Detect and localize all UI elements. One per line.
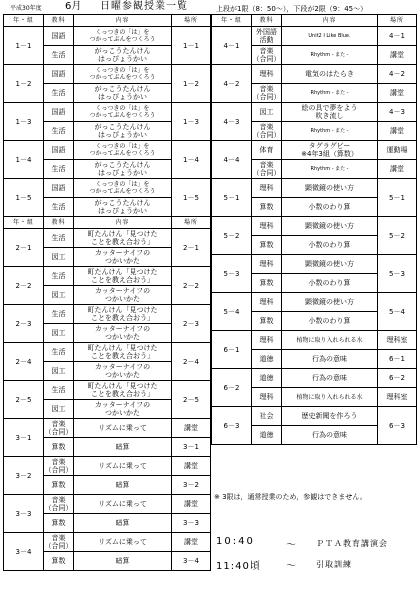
subject-cell: 理科 bbox=[252, 388, 282, 407]
subject-cell: 生活 bbox=[44, 267, 74, 286]
content-cell: Unit2 I Like Blue. bbox=[282, 27, 378, 46]
content-cell: カッターナイフの つかいかた bbox=[74, 286, 172, 305]
place-cell: 2－5 bbox=[172, 381, 211, 419]
subject-cell: 生活 bbox=[44, 305, 74, 324]
schedule-row bbox=[4, 381, 211, 400]
place-cell: 講堂 bbox=[172, 533, 211, 552]
schedule-row bbox=[212, 27, 417, 46]
subject-cell: 図工 bbox=[44, 400, 74, 419]
class-cell: 2－5 bbox=[4, 381, 44, 419]
subject-cell: 理科 bbox=[252, 217, 282, 236]
class-cell: 3－2 bbox=[4, 457, 44, 495]
subject-cell: 算数 bbox=[44, 476, 74, 495]
class-cell: 4－4 bbox=[212, 141, 252, 179]
subject-cell: 国語 bbox=[44, 179, 74, 198]
subject-cell: 理科 bbox=[252, 331, 282, 350]
pickup-drill-tilde: ～ bbox=[286, 561, 296, 572]
class-cell: 2－4 bbox=[4, 343, 44, 381]
content-cell: Rhythm - また - bbox=[282, 122, 378, 141]
content-cell: 植物に取り入れられる水 bbox=[282, 331, 378, 350]
content-cell: 小数のわり算 bbox=[282, 198, 378, 217]
place-cell: 5－1 bbox=[378, 179, 417, 217]
content-cell: くっつきの「は」を つかってぶんをつくろう bbox=[74, 179, 172, 198]
place-cell: 3－4 bbox=[172, 552, 211, 571]
subject-cell: 図工 bbox=[44, 286, 74, 305]
class-cell: 4－1 bbox=[212, 27, 252, 65]
place-cell: 5－4 bbox=[378, 293, 417, 331]
place-cell: 1－5 bbox=[172, 179, 211, 217]
place-cell: 講堂 bbox=[378, 46, 417, 65]
period-note: 上段が1限（8：50～），下段が2限（9：45～） bbox=[216, 5, 368, 13]
pickup-drill-time: 11:40頃 bbox=[216, 561, 261, 572]
subject-cell: 音楽 （合同） bbox=[44, 496, 73, 512]
subject-cell: 図工 bbox=[44, 248, 74, 267]
class-cell: 3－1 bbox=[4, 419, 44, 457]
content-cell: カッターナイフの つかいかた bbox=[74, 400, 172, 419]
place-cell: 1－1 bbox=[172, 27, 211, 65]
schedule-row bbox=[212, 103, 417, 122]
content-cell: 小数のわり算 bbox=[282, 236, 378, 255]
month-label: 6月 bbox=[65, 1, 82, 12]
content-cell: 顕微鏡の使い方 bbox=[282, 255, 378, 274]
header-row bbox=[212, 15, 417, 27]
content-cell: カッターナイフの つかいかた bbox=[74, 324, 172, 343]
subject-cell: 音楽 （合同） bbox=[44, 420, 73, 436]
schedule-row bbox=[4, 495, 211, 514]
subject-header: 教科 bbox=[252, 15, 282, 27]
schedule-row bbox=[4, 141, 211, 160]
subject-cell: 国語 bbox=[44, 65, 74, 84]
class-cell: 3－3 bbox=[4, 495, 44, 533]
schedule-row bbox=[4, 419, 211, 438]
content-cell: 暗算 bbox=[74, 476, 172, 495]
place-cell: 理科室 bbox=[378, 388, 417, 407]
pta-lecture-label: ＰＴＡ教育講演会 bbox=[316, 539, 388, 548]
place-cell: 理科室 bbox=[378, 331, 417, 350]
class-cell: 6－1 bbox=[212, 331, 252, 369]
place-cell: 1－3 bbox=[172, 103, 211, 141]
schedule-row bbox=[4, 343, 211, 362]
content-cell: 顕微鏡の使い方 bbox=[282, 217, 378, 236]
class-header: 年・組 bbox=[4, 15, 44, 27]
content-cell: 町たんけん「見つけた ことを教え合おう」 bbox=[74, 267, 172, 286]
schedule-row bbox=[4, 65, 211, 84]
subject-cell: 理科 bbox=[252, 179, 282, 198]
school-year: 平成30年度 bbox=[10, 5, 42, 12]
content-cell: がっこうたんけん はっぴょうかい bbox=[74, 198, 172, 217]
subject-cell: 音楽 （合同） bbox=[44, 534, 73, 550]
subject-header: 教科 bbox=[44, 15, 74, 27]
schedule-row bbox=[212, 293, 417, 312]
place-cell: 6－3 bbox=[378, 407, 417, 445]
content-header: 内容 bbox=[74, 217, 172, 229]
content-cell: 町たんけん「見つけた ことを教え合おう」 bbox=[74, 381, 172, 400]
class-cell: 2－1 bbox=[4, 229, 44, 267]
class-header: 年・組 bbox=[212, 15, 252, 27]
content-cell: 歴史新聞を作ろう bbox=[282, 407, 378, 426]
schedule-row bbox=[212, 255, 417, 274]
class-cell: 1－3 bbox=[4, 103, 44, 141]
place-header: 場所 bbox=[378, 15, 417, 27]
schedule-row bbox=[4, 103, 211, 122]
pickup-drill-label: 引取訓練 bbox=[316, 560, 352, 569]
subject-cell: 社会 bbox=[252, 407, 282, 426]
content-cell: リズムに乗って bbox=[74, 495, 172, 514]
schedule-row bbox=[4, 267, 211, 286]
content-cell: 町たんけん「見つけた ことを教え合おう」 bbox=[74, 305, 172, 324]
class-cell: 4－3 bbox=[212, 103, 252, 141]
content-cell: くっつきの「は」を つかってぶんをつくろう bbox=[74, 103, 172, 122]
schedule-row bbox=[4, 229, 211, 248]
subject-cell: 生活 bbox=[44, 122, 74, 141]
class-cell: 5－3 bbox=[212, 255, 252, 293]
subject-cell: 理科 bbox=[252, 255, 282, 274]
subject-cell: 音楽 （合同） bbox=[252, 123, 281, 139]
place-cell: 1－2 bbox=[172, 65, 211, 103]
content-cell: 植物に取り入れられる水 bbox=[282, 388, 378, 407]
subject-cell: 音楽 （合同） bbox=[252, 85, 281, 101]
place-cell: 講堂 bbox=[172, 495, 211, 514]
subject-cell: 図工 bbox=[44, 324, 74, 343]
place-cell: 講堂 bbox=[172, 419, 211, 438]
content-cell: カッターナイフの つかいかた bbox=[74, 362, 172, 381]
third-period-note: ※ 3限は，通常授業のため，参観はできません。 bbox=[214, 493, 367, 501]
content-cell: Rhythm - また - bbox=[282, 46, 378, 65]
class-cell: 6－3 bbox=[212, 407, 252, 445]
place-cell: 2－1 bbox=[172, 229, 211, 267]
class-cell: 6－2 bbox=[212, 369, 252, 407]
place-header: 場所 bbox=[172, 217, 211, 229]
class-cell: 1－1 bbox=[4, 27, 44, 65]
subject-cell: 国語 bbox=[44, 103, 74, 122]
content-cell: 電気のはたらき bbox=[282, 65, 378, 84]
class-header: 年・組 bbox=[4, 217, 44, 229]
place-cell: 5－3 bbox=[378, 255, 417, 293]
subject-cell: 体育 bbox=[252, 141, 282, 160]
content-cell: がっこうたんけん はっぴょうかい bbox=[74, 160, 172, 179]
content-cell: リズムに乗って bbox=[74, 419, 172, 438]
place-header: 場所 bbox=[172, 15, 211, 27]
place-cell: 5－2 bbox=[378, 217, 417, 255]
subject-header: 教科 bbox=[44, 217, 74, 229]
content-cell: 暗算 bbox=[74, 552, 172, 571]
content-cell: 顕微鏡の使い方 bbox=[282, 179, 378, 198]
content-cell: 絵の具で夢をよう 吹き流し bbox=[282, 103, 378, 122]
place-cell: 6－2 bbox=[378, 369, 417, 388]
place-cell: 3－1 bbox=[172, 438, 211, 457]
schedule-row bbox=[212, 407, 417, 426]
subject-cell: 生活 bbox=[44, 198, 74, 217]
place-cell: 2－3 bbox=[172, 305, 211, 343]
content-cell: リズムに乗って bbox=[74, 533, 172, 552]
place-cell: 講堂 bbox=[378, 160, 417, 179]
subject-cell: 音楽 （合同） bbox=[252, 161, 281, 177]
subject-cell: 音楽 （合同） bbox=[252, 47, 281, 63]
schedule-row bbox=[212, 141, 417, 160]
content-cell: 行為の意味 bbox=[282, 369, 378, 388]
place-cell: 運動場 bbox=[378, 141, 417, 160]
content-cell: 町たんけん「見つけた ことを教え合おう」 bbox=[74, 229, 172, 248]
subject-cell: 算数 bbox=[252, 198, 282, 217]
class-cell: 2－3 bbox=[4, 305, 44, 343]
schedule-row bbox=[4, 533, 211, 552]
place-cell: 4－2 bbox=[378, 65, 417, 84]
place-cell: 6－1 bbox=[378, 350, 417, 369]
content-cell: 暗算 bbox=[74, 514, 172, 533]
subject-cell: 国語 bbox=[44, 141, 74, 160]
left-schedule-table bbox=[3, 14, 211, 571]
schedule-row bbox=[212, 65, 417, 84]
content-cell: 暗算 bbox=[74, 438, 172, 457]
class-cell: 1－5 bbox=[4, 179, 44, 217]
class-cell: 5－2 bbox=[212, 217, 252, 255]
subject-cell: 生活 bbox=[44, 229, 74, 248]
subject-cell: 外国語 活動 bbox=[252, 27, 282, 46]
class-cell: 2－2 bbox=[4, 267, 44, 305]
subject-cell: 算数 bbox=[252, 274, 282, 293]
schedule-row bbox=[212, 369, 417, 388]
place-cell: 4－3 bbox=[378, 103, 417, 122]
content-cell: がっこうたんけん はっぴょうかい bbox=[74, 46, 172, 65]
place-cell: 講堂 bbox=[378, 122, 417, 141]
subject-cell: 国語 bbox=[44, 27, 74, 46]
right-schedule-table bbox=[211, 14, 417, 445]
subject-cell: 生活 bbox=[44, 381, 74, 400]
class-cell: 4－2 bbox=[212, 65, 252, 103]
content-cell: くっつきの「は」を つかってぶんをつくろう bbox=[74, 65, 172, 84]
class-cell: 5－1 bbox=[212, 179, 252, 217]
subject-cell: 図工 bbox=[252, 103, 282, 122]
class-cell: 1－2 bbox=[4, 65, 44, 103]
subject-cell: 生活 bbox=[44, 84, 74, 103]
schedule-row bbox=[212, 217, 417, 236]
subject-cell: 算数 bbox=[44, 514, 74, 533]
header-row bbox=[4, 217, 211, 229]
pta-tilde: ～ bbox=[286, 540, 296, 551]
place-cell: 講堂 bbox=[378, 84, 417, 103]
schedule-row bbox=[212, 331, 417, 350]
place-cell: 3－3 bbox=[172, 514, 211, 533]
subject-cell: 生活 bbox=[44, 46, 74, 65]
place-cell: 2－2 bbox=[172, 267, 211, 305]
pta-lecture-time: 10:40 bbox=[216, 536, 255, 547]
schedule-row bbox=[4, 457, 211, 476]
subject-cell: 生活 bbox=[44, 160, 74, 179]
content-cell: 行為の意味 bbox=[282, 426, 378, 445]
content-cell: Rhythm - また - bbox=[282, 160, 378, 179]
subject-cell: 理科 bbox=[252, 65, 282, 84]
class-cell: 1－4 bbox=[4, 141, 44, 179]
header-row bbox=[4, 15, 211, 27]
subject-cell: 図工 bbox=[44, 362, 74, 381]
subject-cell: 道徳 bbox=[252, 350, 282, 369]
class-cell: 3－4 bbox=[4, 533, 44, 571]
content-cell: がっこうたんけん はっぴょうかい bbox=[74, 84, 172, 103]
place-cell: 講堂 bbox=[172, 457, 211, 476]
content-cell: リズムに乗って bbox=[74, 457, 172, 476]
place-cell: 1－4 bbox=[172, 141, 211, 179]
subject-cell: 道徳 bbox=[252, 426, 282, 445]
subject-cell: 音楽 （合同） bbox=[44, 458, 73, 474]
content-cell: 小数のわり算 bbox=[282, 274, 378, 293]
schedule-row bbox=[4, 179, 211, 198]
content-cell: くっつきの「は」を つかってぶんをつくろう bbox=[74, 141, 172, 160]
subject-cell: 算数 bbox=[252, 312, 282, 331]
content-cell: がっこうたんけん はっぴょうかい bbox=[74, 122, 172, 141]
subject-cell: 生活 bbox=[44, 343, 74, 362]
place-cell: 4－1 bbox=[378, 27, 417, 46]
class-cell: 5－4 bbox=[212, 293, 252, 331]
content-cell: タグラグビー ※4年3組（算数） bbox=[282, 141, 378, 160]
content-header: 内容 bbox=[282, 15, 378, 27]
content-cell: 顕微鏡の使い方 bbox=[282, 293, 378, 312]
content-header: 内容 bbox=[74, 15, 172, 27]
content-cell: 行為の意味 bbox=[282, 350, 378, 369]
subject-cell: 算数 bbox=[44, 438, 74, 457]
subject-cell: 算数 bbox=[44, 552, 74, 571]
content-cell: 町たんけん「見つけた ことを教え合おう」 bbox=[74, 343, 172, 362]
content-cell: くっつきの「は」を つかってぶんをつくろう bbox=[74, 27, 172, 46]
page-title: 日曜参観授業一覧 bbox=[100, 1, 188, 12]
place-cell: 2－4 bbox=[172, 343, 211, 381]
subject-cell: 道徳 bbox=[252, 369, 282, 388]
place-cell: 3－2 bbox=[172, 476, 211, 495]
content-cell: 小数のわり算 bbox=[282, 312, 378, 331]
content-cell: Rhythm - また - bbox=[282, 84, 378, 103]
schedule-row bbox=[4, 27, 211, 46]
subject-cell: 算数 bbox=[252, 236, 282, 255]
subject-cell: 理科 bbox=[252, 293, 282, 312]
schedule-row bbox=[4, 305, 211, 324]
content-cell: カッターナイフの つかいかた bbox=[74, 248, 172, 267]
schedule-row bbox=[212, 179, 417, 198]
page-header bbox=[0, 0, 420, 14]
